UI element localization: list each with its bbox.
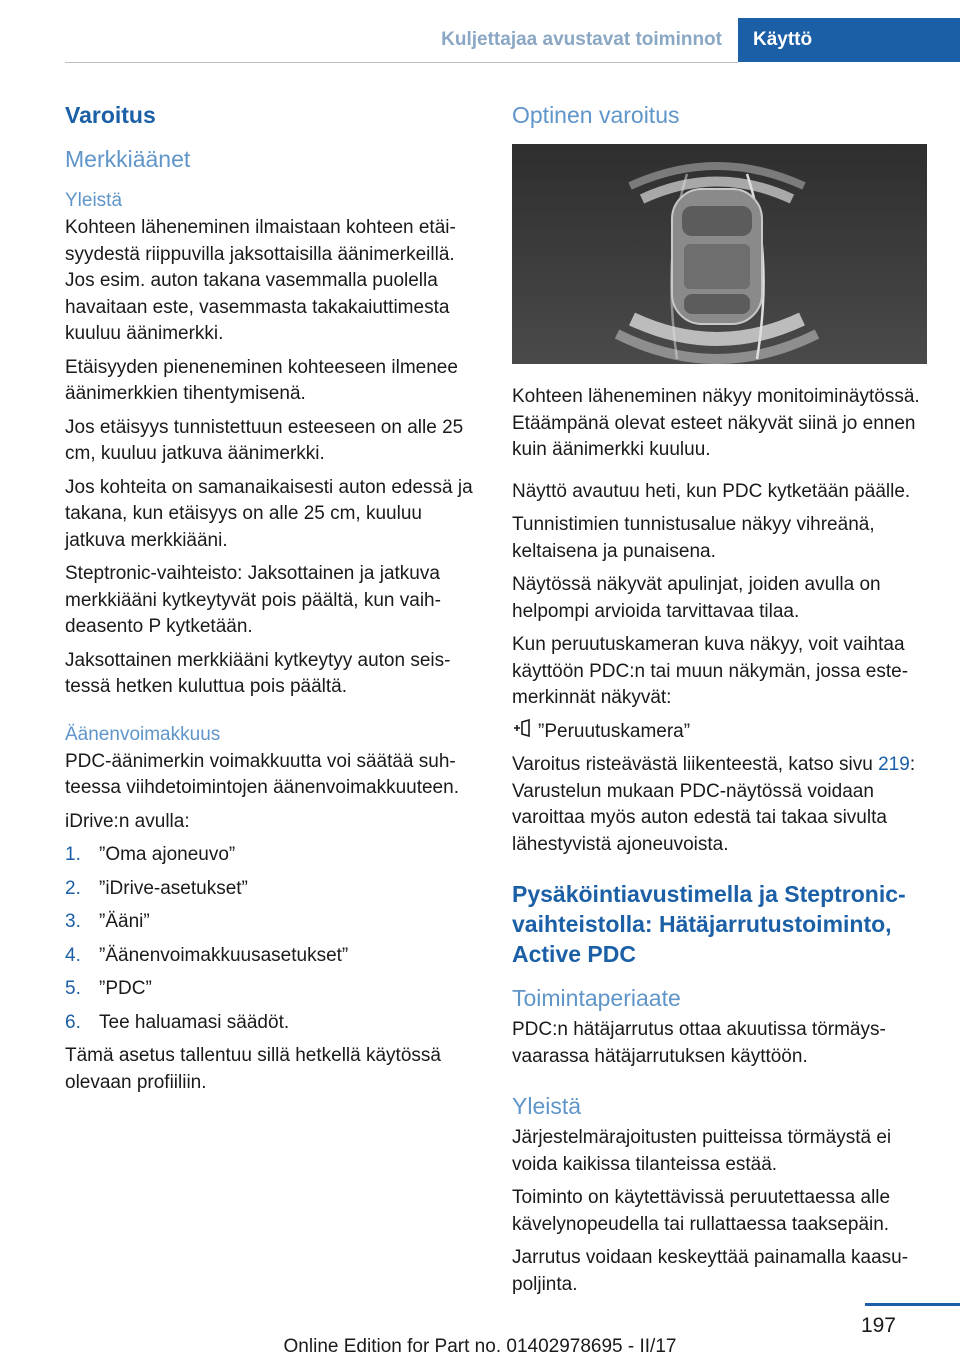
paragraph: Jos etäisyys tunnistettuun esteeseen on alle 25 cm, kuuluu jatkuva äänimerkki. [65,416,464,464]
list-item [65,1010,480,1037]
paragraph: Näytössä näkyvät apulinjat, joiden avulla on helpompi arvioida tarvittavaa tilaa. [512,574,881,622]
right-column [512,100,927,1305]
paragraph: PDC-äänimerkin voimakkuutta voi säätää suhteessa viihdetoimintojen äänenvoimakkuuteen. [65,750,459,798]
paragraph: Tunnistimien tunnistusalue näkyy vihreänä, keltaisena ja punaisena. [512,514,875,562]
step-number: 4. [65,944,81,966]
step-text: ”Äänenvoimakkuusasetukset” [99,944,349,966]
paragraph: Etäisyyden pieneneminen kohteeseen ilmenee äänimerkkien tihentymisenä. [65,356,458,404]
step-text: ”Ääni” [99,911,150,932]
heading-toimintaperiaate: Toimintaperiaate [512,985,681,1011]
step-text: Tee haluamasi säädöt. [99,1011,290,1033]
step-text: ”Oma ajoneuvo” [99,844,236,865]
step-number: 2. [65,877,81,899]
left-column [65,100,480,1103]
list-item [65,943,480,970]
paragraph: Järjestelmärajoitusten puitteissa törmäystä ei voida kaikissa tilanteissa estää. [512,1127,892,1175]
camera-menu-label: ”Peruutuskamera” [538,720,691,742]
edition-footer: Online Edition for Part no. 01402978695 - II/17 [283,1336,677,1357]
paragraph: iDrive:n avulla: [65,810,190,832]
paragraph: Jaksottainen merkkiääni kytkeytyy auton seistessä hetken kuluttua pois päältä. [65,649,451,697]
paragraph: Steptronic-vaihteisto: Jaksottainen ja jatkuva merkkiääni kytkeytyvät pois päältä, kun vaihdeasento P kytketään. [65,563,441,637]
idrive-steps-list [65,842,480,1036]
list-item [65,976,480,1003]
text-span: Varoitus risteävästä liikenteestä, katso sivu [512,754,873,775]
heading-aanenvoimakkuus: Äänenvoimakkuus [65,723,221,745]
paragraph: Tämä asetus tallentuu sillä hetkellä käytössä olevaan profiiliin. [65,1045,441,1093]
step-number: 3. [65,911,81,932]
paragraph: Kun peruutuskameran kuva näkyy, voit vaihtaa käyttöön PDC:n tai muun näkymän, jossa estemerkinnät näkyvät: [512,634,909,708]
step-number: 6. [65,1011,81,1033]
step-text: ”iDrive-asetukset” [99,877,248,899]
list-item [65,876,480,903]
heading-pysakointiavustin: Pysäköintiavustimella ja Steptronic-vaihteistolla: Hätäjarrutustoiminto, Active PDC [512,881,906,967]
step-number: 5. [65,978,81,999]
heading-varoitus: Varoitus [65,102,156,128]
paragraph: Näyttö avautuu heti, kun PDC kytketään päälle. [512,480,911,502]
page-header [0,18,960,62]
page-number: 197 [860,1314,896,1337]
heading-yleista-right: Yleistä [512,1093,582,1119]
rear-camera-icon [512,719,538,746]
paragraph: Jos kohteita on samanaikaisesti auton edessä ja takana, kun etäisyys on alle 25 cm, kuuluu jatkuva merkkiääni. [65,476,473,551]
heading-optinen-varoitus: Optinen varoitus [512,102,680,128]
header-chapter-tab: Käyttö [738,18,960,62]
paragraph [512,752,927,858]
camera-menu-row [512,719,927,746]
heading-yleista: Yleistä [65,190,123,211]
text-span: : Varustelun mukaan PDC-näytössä voidaan varoittaa myös auton edestä tai takaa sivulta lähestyvistä ajoneuvoista. [512,754,916,855]
paragraph: PDC:n hätäjarrutus ottaa akuutissa törmäysvaarassa hätäjarrutuksen käyttöön. [512,1019,886,1067]
pdc-display-image [512,144,927,364]
header-section-title: Kuljettajaa avustavat toiminnot [441,29,722,50]
paragraph: Kohteen läheneminen ilmaistaan kohteen etäisyydestä riippuvilla jaksottaisilla äänimerkeillä. Jos esim. auton takana vasemmalla puolella havaitaan este, vasemmasta takakaiuttimesta kuuluu äänimerkki. [65,217,456,344]
step-number: 1. [65,844,81,865]
list-item [65,909,480,936]
list-item [65,842,480,869]
paragraph: Kohteen läheneminen näkyy monitoiminäytössä. Etäämpänä olevat esteet näkyvät siinä jo ennen kuin äänimerkki kuuluu. [512,386,920,460]
step-text: ”PDC” [99,978,152,999]
heading-merkkiaanet: Merkkiäänet [65,146,191,172]
paragraph: Toiminto on käytettävissä peruutettaessa alle kävelynopeudella tai rullattaessa taaksepäin. [512,1187,891,1235]
footer-rule [865,1303,960,1306]
paragraph: Jarrutus voidaan keskeyttää painamalla kaasupoljinta. [512,1247,909,1295]
header-rule [65,62,738,63]
page-link[interactable]: 219 [878,754,910,775]
